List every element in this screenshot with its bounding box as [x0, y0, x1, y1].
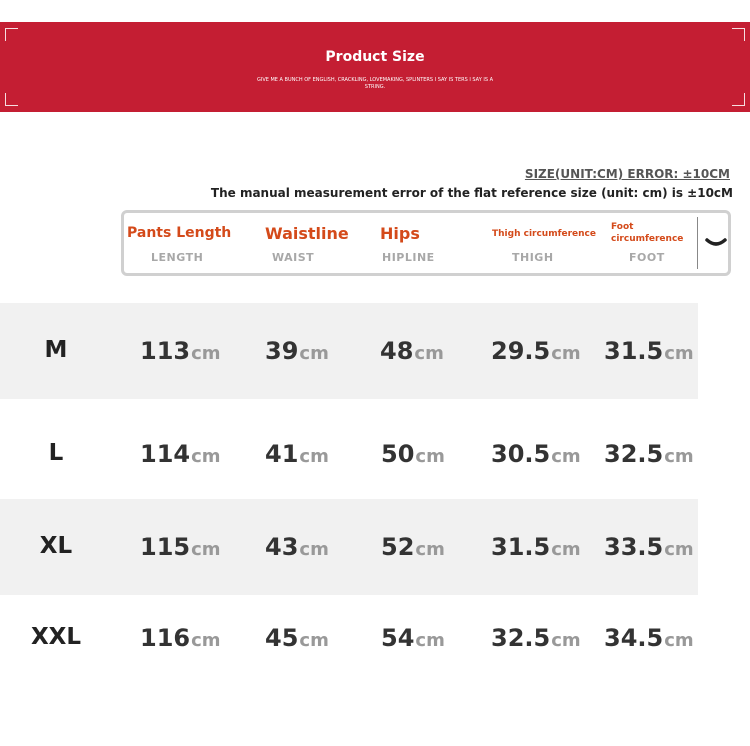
waist-value: 45cm: [265, 624, 329, 652]
corner-decoration: [5, 93, 18, 106]
header-waist-sub: WAIST: [272, 251, 315, 264]
corner-decoration: [732, 28, 745, 41]
header-hipline-sub: HIPLINE: [382, 251, 435, 264]
thigh-value: 29.5cm: [491, 337, 581, 365]
waist-value: 43cm: [265, 533, 329, 561]
header-foot-label-line2: circumference: [611, 234, 684, 244]
waist-value: 39cm: [265, 337, 329, 365]
hip-value: 50cm: [381, 440, 445, 468]
banner-subtitle: GIVE ME A BUNCH OF ENGLISH, CRACKLING, LOVEMAKING, SPLINTERS I SAY IS TERS I SAY IS A STRING.: [256, 77, 494, 90]
header-divider: [697, 217, 698, 269]
length-value: 114cm: [140, 440, 221, 468]
header-hips-label: Hips: [380, 224, 420, 243]
header-banner: [0, 22, 750, 112]
header-thigh-label: Thigh circumference: [492, 229, 597, 239]
header-waistline-label: Waistline: [265, 224, 349, 243]
thigh-value: 30.5cm: [491, 440, 581, 468]
banner-title: Product Size: [325, 49, 425, 65]
size-label: XL: [39, 533, 73, 559]
table-row: [0, 595, 698, 691]
thigh-value: 31.5cm: [491, 533, 581, 561]
size-label: L: [48, 440, 64, 466]
corner-decoration: [732, 93, 745, 106]
table-row: [0, 499, 698, 595]
length-value: 116cm: [140, 624, 221, 652]
length-value: 113cm: [140, 337, 221, 365]
chevron-down-icon: [704, 235, 728, 251]
column-header-box: [121, 210, 731, 276]
header-foot-sub: FOOT: [629, 251, 665, 264]
length-value: 115cm: [140, 533, 221, 561]
table-row: [0, 303, 698, 399]
measurement-error-note: The manual measurement error of the flat reference size (unit: cm) is ±10cM: [210, 186, 733, 200]
table-row: [0, 401, 698, 497]
foot-value: 32.5cm: [604, 440, 694, 468]
thigh-value: 32.5cm: [491, 624, 581, 652]
hip-value: 48cm: [380, 337, 444, 365]
hip-value: 52cm: [381, 533, 445, 561]
header-foot-label-line1: Foot: [611, 222, 634, 232]
foot-value: 31.5cm: [604, 337, 694, 365]
header-pants-length-sub: LENGTH: [151, 251, 204, 264]
foot-value: 34.5cm: [604, 624, 694, 652]
foot-value: 33.5cm: [604, 533, 694, 561]
size-label: XXL: [30, 624, 82, 650]
header-pants-length-label: Pants Length: [127, 225, 232, 241]
size-label: M: [44, 337, 68, 363]
hip-value: 54cm: [381, 624, 445, 652]
unit-error-note: SIZE(UNIT:CM) ERROR: ±10CM: [524, 167, 730, 181]
waist-value: 41cm: [265, 440, 329, 468]
header-thigh-sub: THIGH: [512, 251, 554, 264]
corner-decoration: [5, 28, 18, 41]
